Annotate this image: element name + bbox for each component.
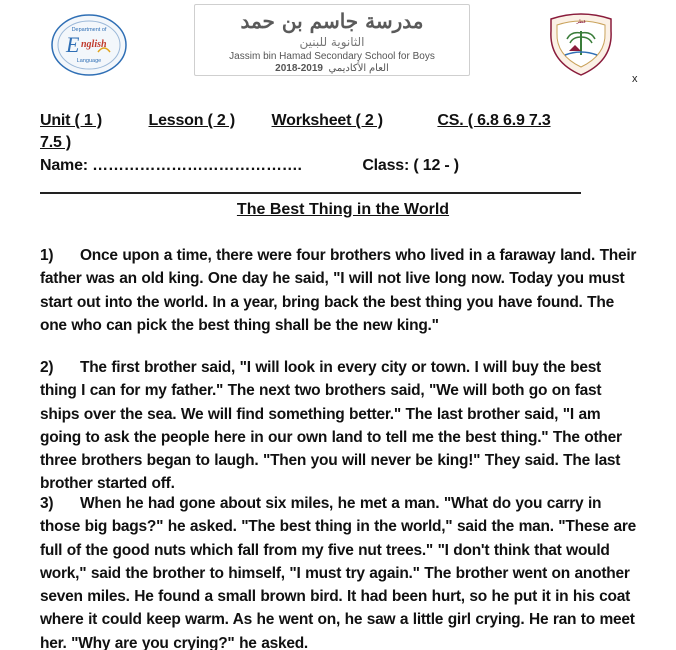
unit-label: Unit ( 1 )	[40, 112, 102, 129]
cs-continuation-row	[40, 134, 71, 152]
academic-year-label-arabic: العام الأكاديمي	[328, 63, 389, 74]
svg-text:nglish: nglish	[81, 39, 107, 50]
svg-text:Department of: Department of	[71, 27, 107, 33]
paragraph-number: 3)	[40, 495, 54, 512]
school-name-english: Jassim bin Hamad Secondary School for Boys	[229, 51, 435, 62]
divider-line	[40, 192, 581, 194]
story-title: The Best Thing in the World	[236, 201, 450, 218]
class-label: Class: ( 12 - )	[362, 157, 459, 174]
ministry-crest-logo	[541, 11, 621, 77]
worksheet-label: Worksheet ( 2 )	[271, 112, 383, 129]
cs-label: CS. ( 6.8 6.9 7.3	[437, 112, 551, 129]
english-department-logo	[50, 12, 128, 78]
academic-year-value: 2018-2019	[275, 63, 323, 74]
paragraph-text: The first brother said, "I will look in every city or town. I will buy the best thing I can for my father." The next two brothers said, "We will both go on fast ships over the sea. We will find something better." The last brother said, "I am going to ask the people here in our own land to tell me the best thing." The other three brothers began to laugh. "Then you will never be king!" They said. The last brother started off.	[40, 359, 622, 493]
school-type-arabic: الثانوية للبنين	[299, 35, 365, 49]
lesson-label: Lesson ( 2 )	[148, 112, 236, 129]
school-name-arabic: مدرسة جاسم بن حمد	[240, 9, 424, 33]
paragraph-text: Once upon a time, there were four brothers who lived in a faraway land. Their father was an old king. One day he said, "I will not live long now. Today you must start out into the world. In a year, bring back the best thing you have found. The one who can pick the best thing shall be the new king."	[40, 247, 637, 334]
school-header	[194, 4, 470, 76]
paragraph-number: 2)	[40, 359, 54, 376]
corner-mark: x	[632, 73, 638, 85]
paragraph-text: When he had gone about six miles, he met a man. "What do you carry in those big bags?" he asked. "The best thing in the world," said the man. "These are full of the good nuts which fall from my five nut trees." "I don't think that would work," said the brother to himself, "I must try again." The brother went on another seven miles. He found a small brown bird. It had been hurt, so he put it in his coat where it could keep warm. As he went on, he saw a little girl crying. He ran to meet her. "Why are you crying?" he asked.	[40, 495, 637, 650]
svg-text:قطر: قطر	[576, 19, 586, 25]
svg-text:Language: Language	[76, 58, 102, 64]
name-class-row	[40, 157, 459, 175]
name-label: Name: ………………………………….	[40, 157, 302, 174]
paragraph-2	[40, 356, 640, 496]
paragraph-1	[40, 244, 640, 337]
cs-label-continued: 7.5 )	[40, 134, 72, 151]
paragraph-3	[40, 492, 640, 650]
worksheet-info-row	[40, 112, 551, 130]
academic-year	[195, 63, 469, 74]
svg-text:E: E	[66, 32, 80, 57]
paragraph-number: 1)	[40, 247, 54, 264]
